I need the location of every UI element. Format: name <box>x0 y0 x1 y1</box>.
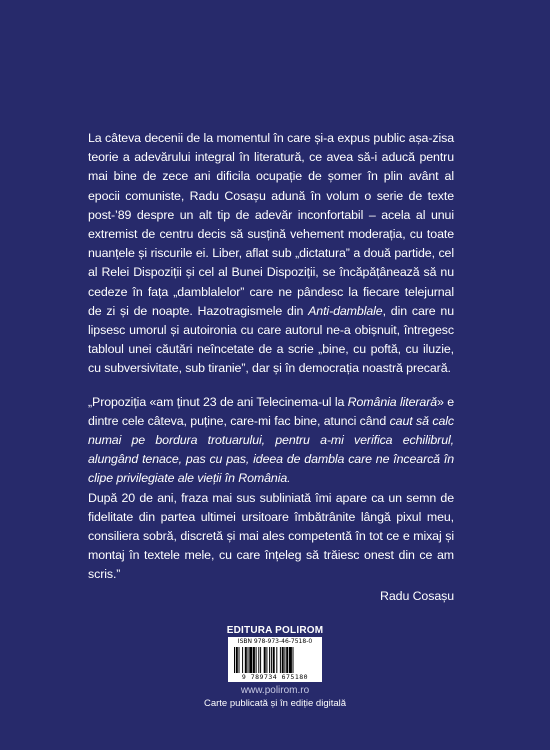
author-signature: Radu Cosașu <box>380 588 454 603</box>
isbn-barcode <box>228 637 322 682</box>
publisher-name: EDITURA POLIROM <box>226 625 324 636</box>
blurb-text-end: , din care nu lipsesc umorul și autoironia cu care autorul ne-a obișnuit, întregesc tabloul unei căutări neîncetate de a scrie „bine, cu poftă, cu iluzie, cu subversivitate, sub tiranie”, dar și în democrația noastră precară. <box>88 303 454 376</box>
book-title-italic: Anti-damblale <box>308 303 383 318</box>
quote-start: „Propoziția «am ținut 23 de ani Telecinema-ul la <box>88 394 348 409</box>
blurb-text: La câteva decenii de la momentul în care și-a expus public așa-zisa teorie a adevărului integral în literatură, ce avea să-i aducă pentru mai bine de zece ani dificila ocupație de șomer în plin avânt al epocii comuniste, Radu Cosașu adună în volum o serie de texte post-’89 despre un alt tip de adevăr inconfortabil – acela al unui extremist de centru decis să susțină vehement moderația, cu toate nuanțele și riscurile ei. Liber, aflat sub „dictatura” a două partide, cel al Relei Dispoziții și cel al Bunei Dispoziții, se încăpățânează să nu cedeze în fața „damblalelor” care ne pândesc la fiecare telejurnal de zi și de noapte. Hazotragismele din <box>88 131 454 318</box>
digital-edition-note: Carte publicată și în ediție digitală <box>203 698 347 709</box>
blurb-paragraph <box>88 129 454 379</box>
quote-continuation: După 20 de ani, fraza mai sus subliniată îmi apare ca un semn de fidelitate din partea ultimei ursitoare îmbătrânite lângă pixul meu, consiliera sobră, discretă și mai ales competentă în tot ce e mixaj și montaj în textele mele, cu care înțeleg să trăiesc onest din ce am scris.” <box>88 490 454 582</box>
barcode-icon <box>234 647 316 673</box>
quote-middle: » e dintre cele câteva, puține, care-mi fac bine, atunci când <box>88 394 454 428</box>
blurb <box>88 129 454 606</box>
magazine-title-italic: România literară <box>347 394 438 409</box>
quote-italic-phrase: caut să calc numai pe bordura trotuarului, pentru a-mi verifica echilibrul, alungând tenace, pas cu pas, ideea de dambla care ne încearcă în clipe privilegiate ale vieții în România. <box>88 413 454 486</box>
barcode-digits: 9 789734 675180 <box>241 673 309 681</box>
publisher-website[interactable]: www.polirom.ro <box>240 685 310 696</box>
author-quote <box>88 393 454 585</box>
isbn-number: ISBN 978-973-46-7518-0 <box>237 638 313 645</box>
